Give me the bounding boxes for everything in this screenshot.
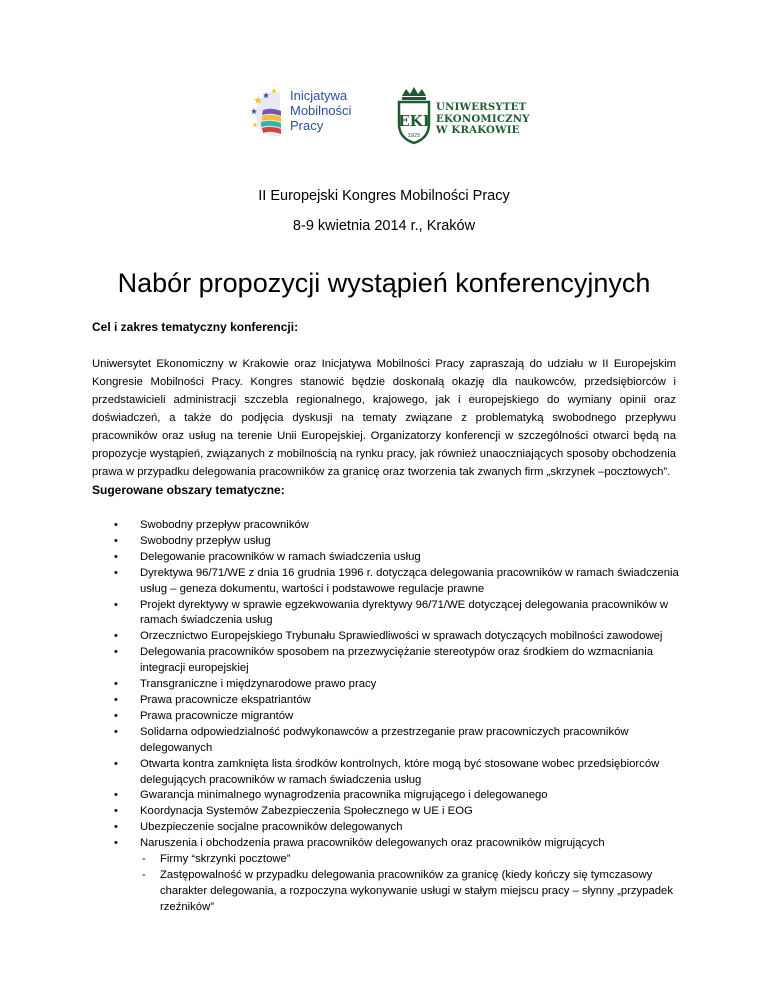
list-item: • Otwarta kontra zamknięta lista środków kontrolnych, które mogą być stosowane wobec przedsiębiorców delegujących pracowników w ramach świadczenia usług: [92, 757, 682, 789]
list-item: • Delegowania pracowników sposobem na przezwyciężanie stereotypów oraz środkiem do wzmacniania integracji europejskiej: [92, 645, 682, 677]
section-goal-heading: Cel i zakres tematyczny konferencji:: [92, 320, 299, 334]
page-title: Nabór propozycji wystąpień konferencyjnych: [117, 268, 651, 298]
list-item: • Swobodny przepływ pracowników: [92, 518, 682, 534]
list-item: • Koordynacja Systemów Zabezpieczenia Społecznego w UE i EOG: [92, 804, 682, 820]
congress-date-place: 8-9 kwietnia 2014 r., Kraków: [292, 218, 476, 234]
imp-logo-line-3: Pracy: [290, 118, 324, 133]
list-item: • Prawa pracownicze migrantów: [92, 709, 682, 725]
uek-logo-line-3: W KRAKOWIE: [436, 124, 520, 136]
list-item: • Dyrektywa 96/71/WE z dnia 16 grudnia 1996 r. dotycząca delegowania pracowników w ramach świadczenia usług – geneza dokumentu, wartości i podstawowe regulacje prawne: [92, 566, 682, 598]
imp-logo-text: [290, 88, 351, 133]
section-goal-paragraph: Uniwersytet Ekonomiczny w Krakowie oraz Inicjatywa Mobilności Pracy zapraszają do udziału w II Europejskim Kongresie Mobilności Pracy. Kongres stanowić będzie doskonałą okazję dla naukowców, przedsiębiorców i przedstawicieli administracji szczebla regionalnego, krajowego, jak i europejskiego do wymiany opinii oraz doświadczeń, a także do podjęcia dyskusji na tematy związane z problematyką swobodnego przepływu pracowników oraz usług na terenie Unii Europejskiej. Organizatorzy konferencji w szczególności otwarci będą na propozycje wystąpień, związanych z mobilnością na rynku pracy, jak również unaoczniających sposoby obchodzenia prawa w przypadku delegowania pracowników za granicę oraz tworzenia tak zwanych firm „skrzynek –pocztowych”.: [92, 358, 676, 478]
congress-name: II Europejski Kongres Mobilności Pracy: [258, 188, 510, 204]
sub-list-item: - Zastępowalność w przypadku delegowania pracowników za granicę (kiedy kończy się tymczasowy charakter delegowania, a rozpoczyna wykonywanie usługi w stałym miejscu pracy – słynny „przypadek rzeźników”: [140, 868, 682, 916]
list-item-label: Naruszenia i obchodzenia prawa pracowników delegowanych oraz pracowników migrujących: [140, 837, 605, 850]
list-item: • Gwarancja minimalnego wynagrodzenia pracownika migrującego i delegowanego: [92, 788, 682, 804]
uek-year: 1925: [407, 133, 421, 139]
section-topics-heading: Sugerowane obszary tematyczne:: [92, 483, 285, 497]
uek-logo-line-1: UNIWERSYTET: [436, 101, 527, 113]
inicjatywa-mobilnosci-pracy-logo: [250, 86, 370, 142]
uek-monogram: EKI: [398, 112, 430, 130]
subtopics-list: [140, 852, 682, 916]
imp-emblem-icon: [250, 86, 290, 142]
topics-list: [92, 518, 682, 916]
sub-list-item: - Firmy “skrzynki pocztowe”: [140, 852, 682, 868]
list-item: • Swobodny przepływ usług: [92, 534, 682, 550]
uek-logo-line-2: EKONOMICZNY: [436, 112, 530, 125]
list-item: • Transgraniczne i międzynarodowe prawo pracy: [92, 677, 682, 693]
uek-crest-icon: [394, 86, 434, 146]
uniwersytet-ekonomiczny-logo: [394, 86, 534, 146]
list-item: • Delegowanie pracowników w ramach świadczenia usług: [92, 550, 682, 566]
header-logos: [0, 86, 768, 146]
list-item: • Orzecznictwo Europejskiego Trybunału Sprawiedliwości w sprawach dotyczących mobilności zawodowej: [92, 629, 682, 645]
imp-logo-line-2: Mobilności: [290, 103, 352, 118]
list-item: • Ubezpieczenie socjalne pracowników delegowanych: [92, 820, 682, 836]
list-item: [92, 836, 682, 916]
list-item: • Solidarna odpowiedzialność podwykonawców a przestrzeganie praw pracowniczych pracowników delegowanych: [92, 725, 682, 757]
imp-logo-line-1: Inicjatywa: [290, 88, 348, 103]
list-item: • Prawa pracownicze ekspatriantów: [92, 693, 682, 709]
uek-logo-text: [436, 102, 530, 137]
list-item: • Projekt dyrektywy w sprawie egzekwowania dyrektywy 96/71/WE dotyczącej delegowania pracowników w ramach świadczenia usług: [92, 598, 682, 630]
